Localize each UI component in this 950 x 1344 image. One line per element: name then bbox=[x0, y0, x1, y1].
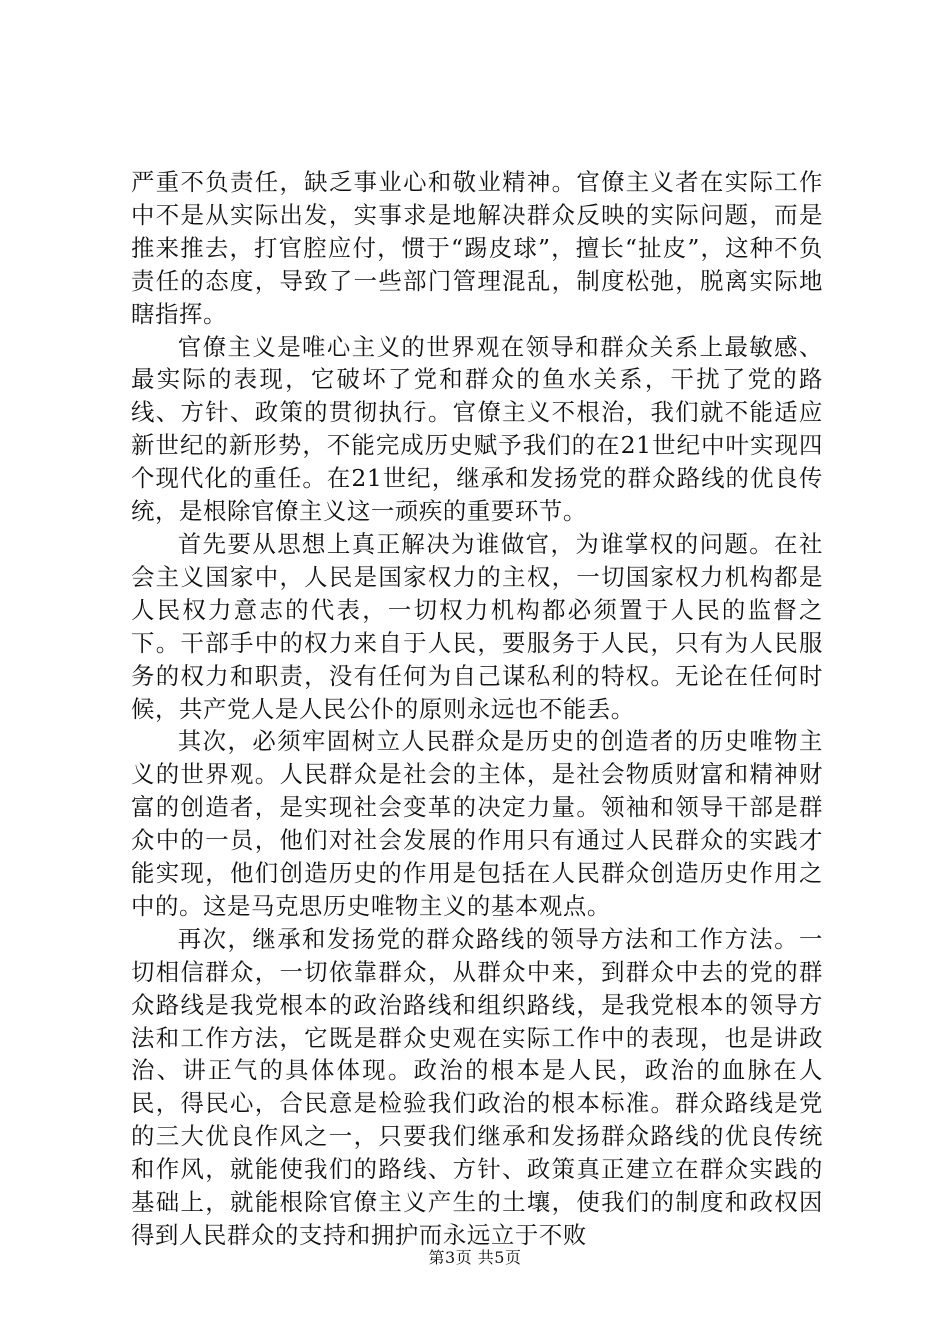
paragraph-3: 首先要从思想上真正解决为谁做官，为谁掌权的问题。在社会主义国家中，人民是国家权力的主权，一切国家权力机构都是人民权力意志的代表，一切权力机构都必须置于人民的监督之下。干部手中的权力来自于人民，要服务于人民，只有为人民服务的权力和职责，没有任何为自己谋私利的特权。无论在任何时候，共产党人是人民公仆的原则永远也不能丢。 bbox=[131, 529, 823, 723]
document-body bbox=[131, 166, 823, 1252]
paragraph-1: 严重不负责任，缺乏事业心和敬业精神。官僚主义者在实际工作中不是从实际出发，实事求是地解决群众反映的实际问题，而是推来推去，打官腔应付，惯于“踢皮球”，擅长“扯皮”，这种不负责任的态度，导致了一些部门管理混乱，制度松弛，脱离实际地瞎指挥。 bbox=[131, 168, 823, 328]
paragraph-4: 其次，必须牢固树立人民群众是历史的创造者的历史唯物主义的世界观。人民群众是社会的主体，是社会物质财富和精神财富的创造者，是实现社会变革的决定力量。领袖和领导干部是群众中的一员，他们对社会发展的作用只有通过人民群众的实践才能实现，他们创造历史的作用是包括在人民群众创造历史作用之中的。这是马克思历史唯物主义的基本观点。 bbox=[131, 727, 823, 920]
paragraph-5: 再次，继承和发扬党的群众路线的领导方法和工作方法。一切相信群众，一切依靠群众，从群众中来，到群众中去的党的群众路线是我党根本的政治路线和组织路线，是我党根本的领导方法和工作方法，它既是群众史观在实际工作中的表现，也是讲政治、讲正气的具体体现。政治的根本是人民，政治的血脉在人民，得民心，合民意是检验我们政治的根本标准。群众路线是党的三大优良作风之一，只要我们继承和发扬群众路线的优良传统和作风，就能使我们的路线、方针、政策真正建立在群众实践的基础上，就能根除官僚主义产生的土壤，使我们的制度和政权因得到人民群众的支持和拥护而永远立于不败 bbox=[131, 924, 823, 1249]
paragraph-2: 官僚主义是唯心主义的世界观在领导和群众关系上最敏感、最实际的表现，它破坏了党和群众的鱼水关系，干扰了党的路线、方针、政策的贯彻执行。官僚主义不根治，我们就不能适应新世纪的新形势，不能完成历史赋予我们的在21世纪中叶实现四个现代化的重任。在21世纪，继承和发扬党的群众路线的优良传统，是根除官僚主义这一顽疾的重要环节。 bbox=[131, 332, 823, 526]
page-number-footer: 第3页 共5页 bbox=[428, 1248, 522, 1267]
